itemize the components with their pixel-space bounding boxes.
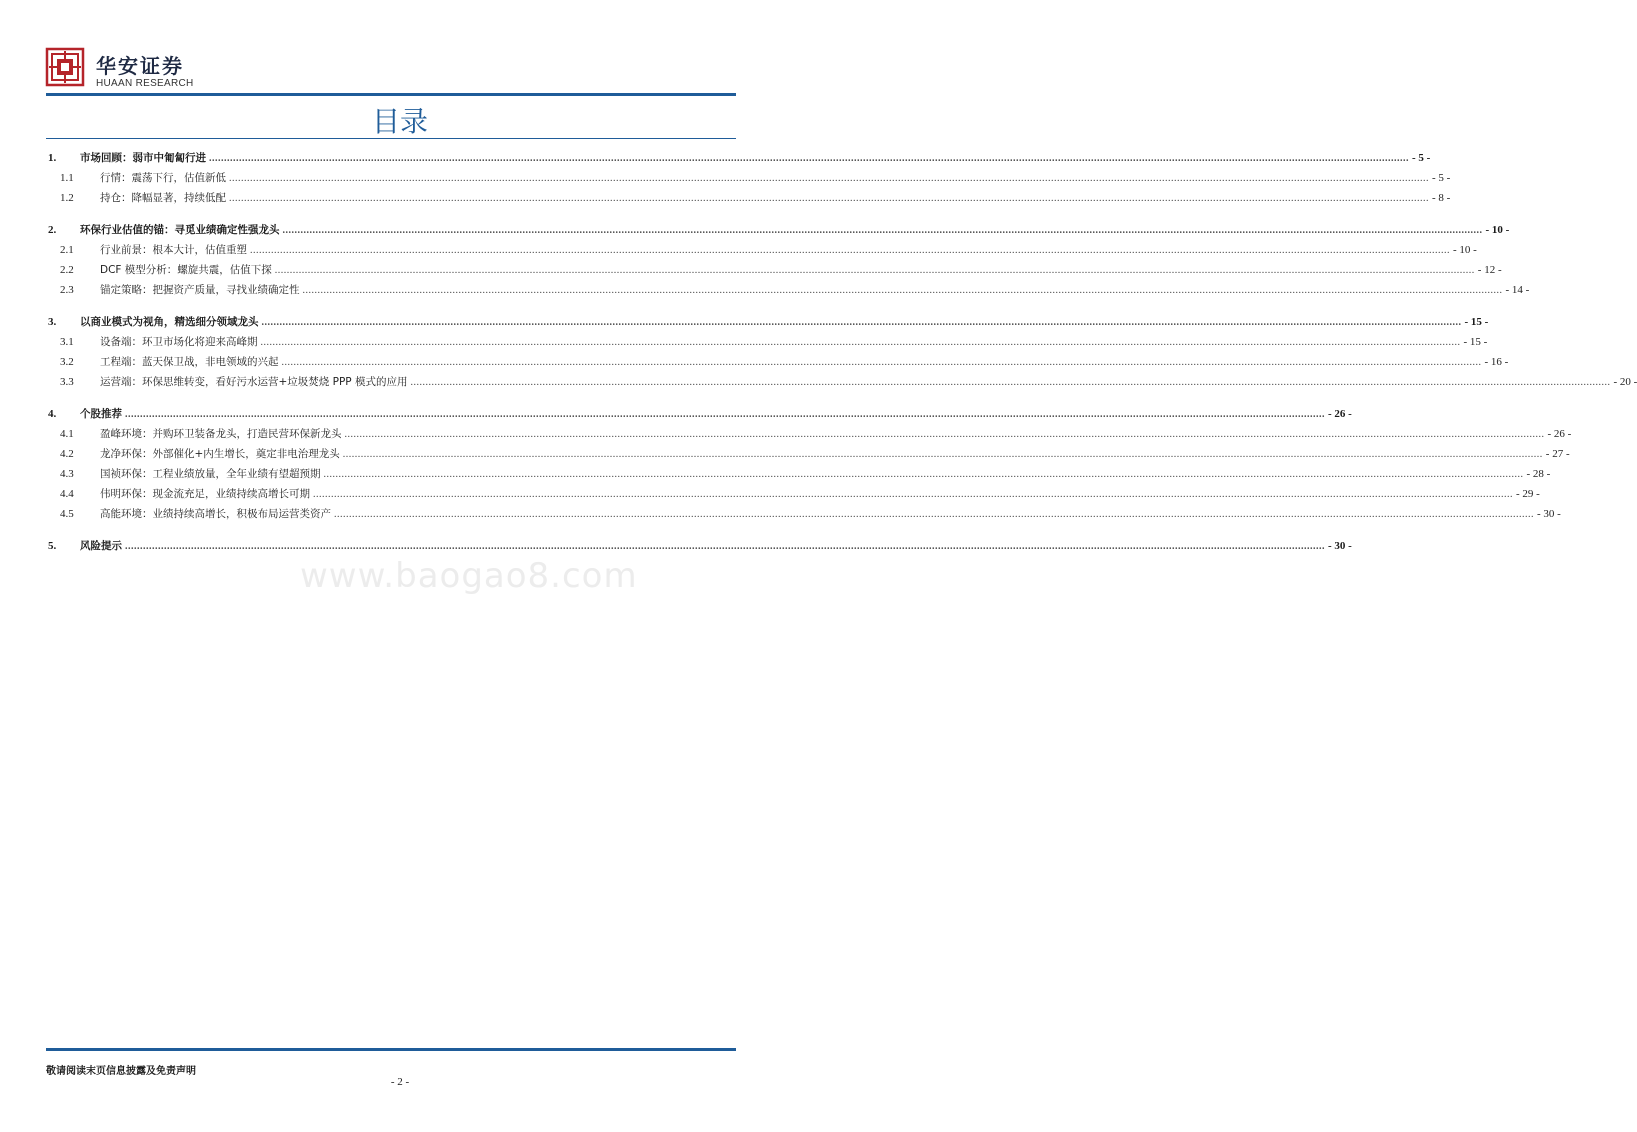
toc-title: 盈峰环境：并购环卫装备龙头，打造民营环保新龙头 [100,428,342,440]
toc-title: 环保行业估值的锚：寻觅业绩确定性强龙头 [80,224,280,236]
toc-title: 行情：震荡下行，估值新低 [100,172,226,184]
toc-number: 4. [48,408,57,420]
toc-leader-dots: ................................................................................................................................................................................................................................................................................................................................................................................................................ [282,225,1483,236]
toc-entry-section[interactable] [46,168,1451,188]
toc-number: 4.3 [60,468,74,480]
toc-title: 伟明环保：现金流充足，业绩持续高增长可期 [100,488,310,500]
toc-number: 2. [48,224,57,236]
toc-page: - 14 - [1505,284,1530,296]
toc-page: - 10 - [1453,244,1477,256]
toc-entry-section[interactable] [46,504,1561,524]
toc-title: 运营端：环保思维转变，看好污水运营+垃圾焚烧 PPP 模式的应用 [100,376,408,388]
toc-leader-dots: ................................................................................................................................................................................................................................................................................................................................................................................................................ [229,173,1429,184]
toc-page: - 20 - [1613,376,1637,388]
toc-number: 1.2 [60,192,74,204]
header-divider [46,93,736,96]
toc-leader-dots: ................................................................................................................................................................................................................................................................................................................................................................................................................ [281,357,1482,368]
toc-entry-section[interactable] [46,444,1570,464]
toc-leader-dots: ................................................................................................................................................................................................................................................................................................................................................................................................................ [344,429,1545,440]
toc-leader-dots: ................................................................................................................................................................................................................................................................................................................................................................................................................ [229,193,1429,204]
title-divider [46,138,736,139]
toc-number: 3. [48,316,57,328]
toc-number: 2.3 [60,284,74,296]
toc-leader-dots: ................................................................................................................................................................................................................................................................................................................................................................................................................ [125,541,1325,552]
page-number: - 2 - [390,1076,410,1088]
toc-entry-section[interactable] [46,240,1477,260]
toc-number: 4.4 [60,488,74,500]
toc-page: - 27 - [1545,448,1570,460]
toc-page: - 16 - [1484,356,1509,368]
toc-number: 1. [48,152,57,164]
toc-number: 4.1 [60,428,74,440]
toc-entry-chapter[interactable] [46,312,1489,332]
toc-number: 3.1 [60,336,74,348]
toc-number: 2.1 [60,244,74,256]
toc-entry-section[interactable] [46,188,1451,208]
toc-leader-dots: ................................................................................................................................................................................................................................................................................................................................................................................................................ [323,469,1524,480]
toc-entry-section[interactable] [46,484,1540,504]
toc-page: - 30 - [1537,508,1561,520]
toc-page: - 30 - [1328,540,1352,552]
toc-leader-dots: ................................................................................................................................................................................................................................................................................................................................................................................................................ [260,337,1461,348]
page-title: 目录 [371,105,428,138]
toc-page: - 5 - [1412,152,1431,164]
toc-title: 龙净环保：外部催化+内生增长，奠定非电治理龙头 [100,448,340,460]
toc-title: 国祯环保：工程业绩放量，全年业绩有望超预期 [100,468,321,480]
toc-leader-dots: ................................................................................................................................................................................................................................................................................................................................................................................................................ [410,377,1611,388]
toc-title: 高能环境：业绩持续高增长，积极布局运营类资产 [100,508,331,520]
huaan-seal-icon [46,48,84,86]
toc-page: - 10 - [1485,224,1510,236]
toc-leader-dots: ................................................................................................................................................................................................................................................................................................................................................................................................................ [261,317,1462,328]
toc-number: 1.1 [60,172,74,184]
toc-number: 5. [48,540,57,552]
toc-leader-dots: ................................................................................................................................................................................................................................................................................................................................................................................................................ [342,449,1543,460]
toc-leader-dots: ................................................................................................................................................................................................................................................................................................................................................................................................................ [250,245,1450,256]
toc-title: 以商业模式为视角，精选细分领域龙头 [80,316,259,328]
toc-title: DCF 模型分析：螺旋共震，估值下探 [100,264,272,276]
toc-page: - 15 - [1463,336,1488,348]
toc-entry-section[interactable] [46,280,1530,300]
toc-title: 设备端：环卫市场化将迎来高峰期 [100,336,258,348]
toc-leader-dots: ................................................................................................................................................................................................................................................................................................................................................................................................................ [313,489,1513,500]
toc-title: 持仓：降幅显著，持续低配 [100,192,226,204]
toc-page: - 26 - [1547,428,1572,440]
toc-page: - 28 - [1526,468,1551,480]
toc-page: - 5 - [1432,172,1451,184]
toc-page: - 8 - [1432,192,1451,204]
toc-page: - 29 - [1516,488,1540,500]
toc-number: 3.3 [60,376,74,388]
page-header [46,44,746,94]
toc-leader-dots: ................................................................................................................................................................................................................................................................................................................................................................................................................ [274,265,1475,276]
toc-entry-chapter[interactable] [46,220,1510,240]
toc-leader-dots: ................................................................................................................................................................................................................................................................................................................................................................................................................ [209,153,1409,164]
toc-entry-chapter[interactable] [46,148,1431,168]
brand-name-en: HUAAN RESEARCH [96,78,194,89]
brand-name-cn: 华安证券 [96,54,184,78]
toc-title: 风险提示 [80,540,122,552]
toc-entry-section[interactable] [46,352,1509,372]
toc-number: 4.2 [60,448,74,460]
watermark: www.baogao8.com [300,556,638,596]
toc-title: 行业前景：根本大计，估值重塑 [100,244,247,256]
toc-entry-chapter[interactable] [46,404,1352,424]
toc-number: 3.2 [60,356,74,368]
toc-entry-section[interactable] [46,260,1502,280]
toc-entry-section[interactable] [46,424,1572,444]
table-of-contents [46,146,1637,556]
toc-leader-dots: ................................................................................................................................................................................................................................................................................................................................................................................................................ [125,409,1325,420]
toc-title: 锚定策略：把握资产质量，寻找业绩确定性 [100,284,300,296]
toc-entry-section[interactable] [46,372,1637,392]
toc-entry-section[interactable] [46,464,1551,484]
toc-title: 个股推荐 [80,408,122,420]
toc-number: 2.2 [60,264,74,276]
toc-leader-dots: ................................................................................................................................................................................................................................................................................................................................................................................................................ [334,509,1534,520]
toc-page: - 26 - [1328,408,1352,420]
toc-page: - 12 - [1477,264,1502,276]
toc-page: - 15 - [1464,316,1489,328]
toc-leader-dots: ................................................................................................................................................................................................................................................................................................................................................................................................................ [302,285,1503,296]
toc-number: 4.5 [60,508,74,520]
toc-title: 工程端：蓝天保卫战，非电领域的兴起 [100,356,279,368]
footer-divider [46,1048,736,1051]
disclaimer-text: 敬请阅读末页信息披露及免责声明 [46,1066,196,1077]
toc-title: 市场回顾：弱市中匍匐行进 [80,152,206,164]
toc-entry-chapter[interactable] [46,536,1352,556]
toc-entry-section[interactable] [46,332,1488,352]
